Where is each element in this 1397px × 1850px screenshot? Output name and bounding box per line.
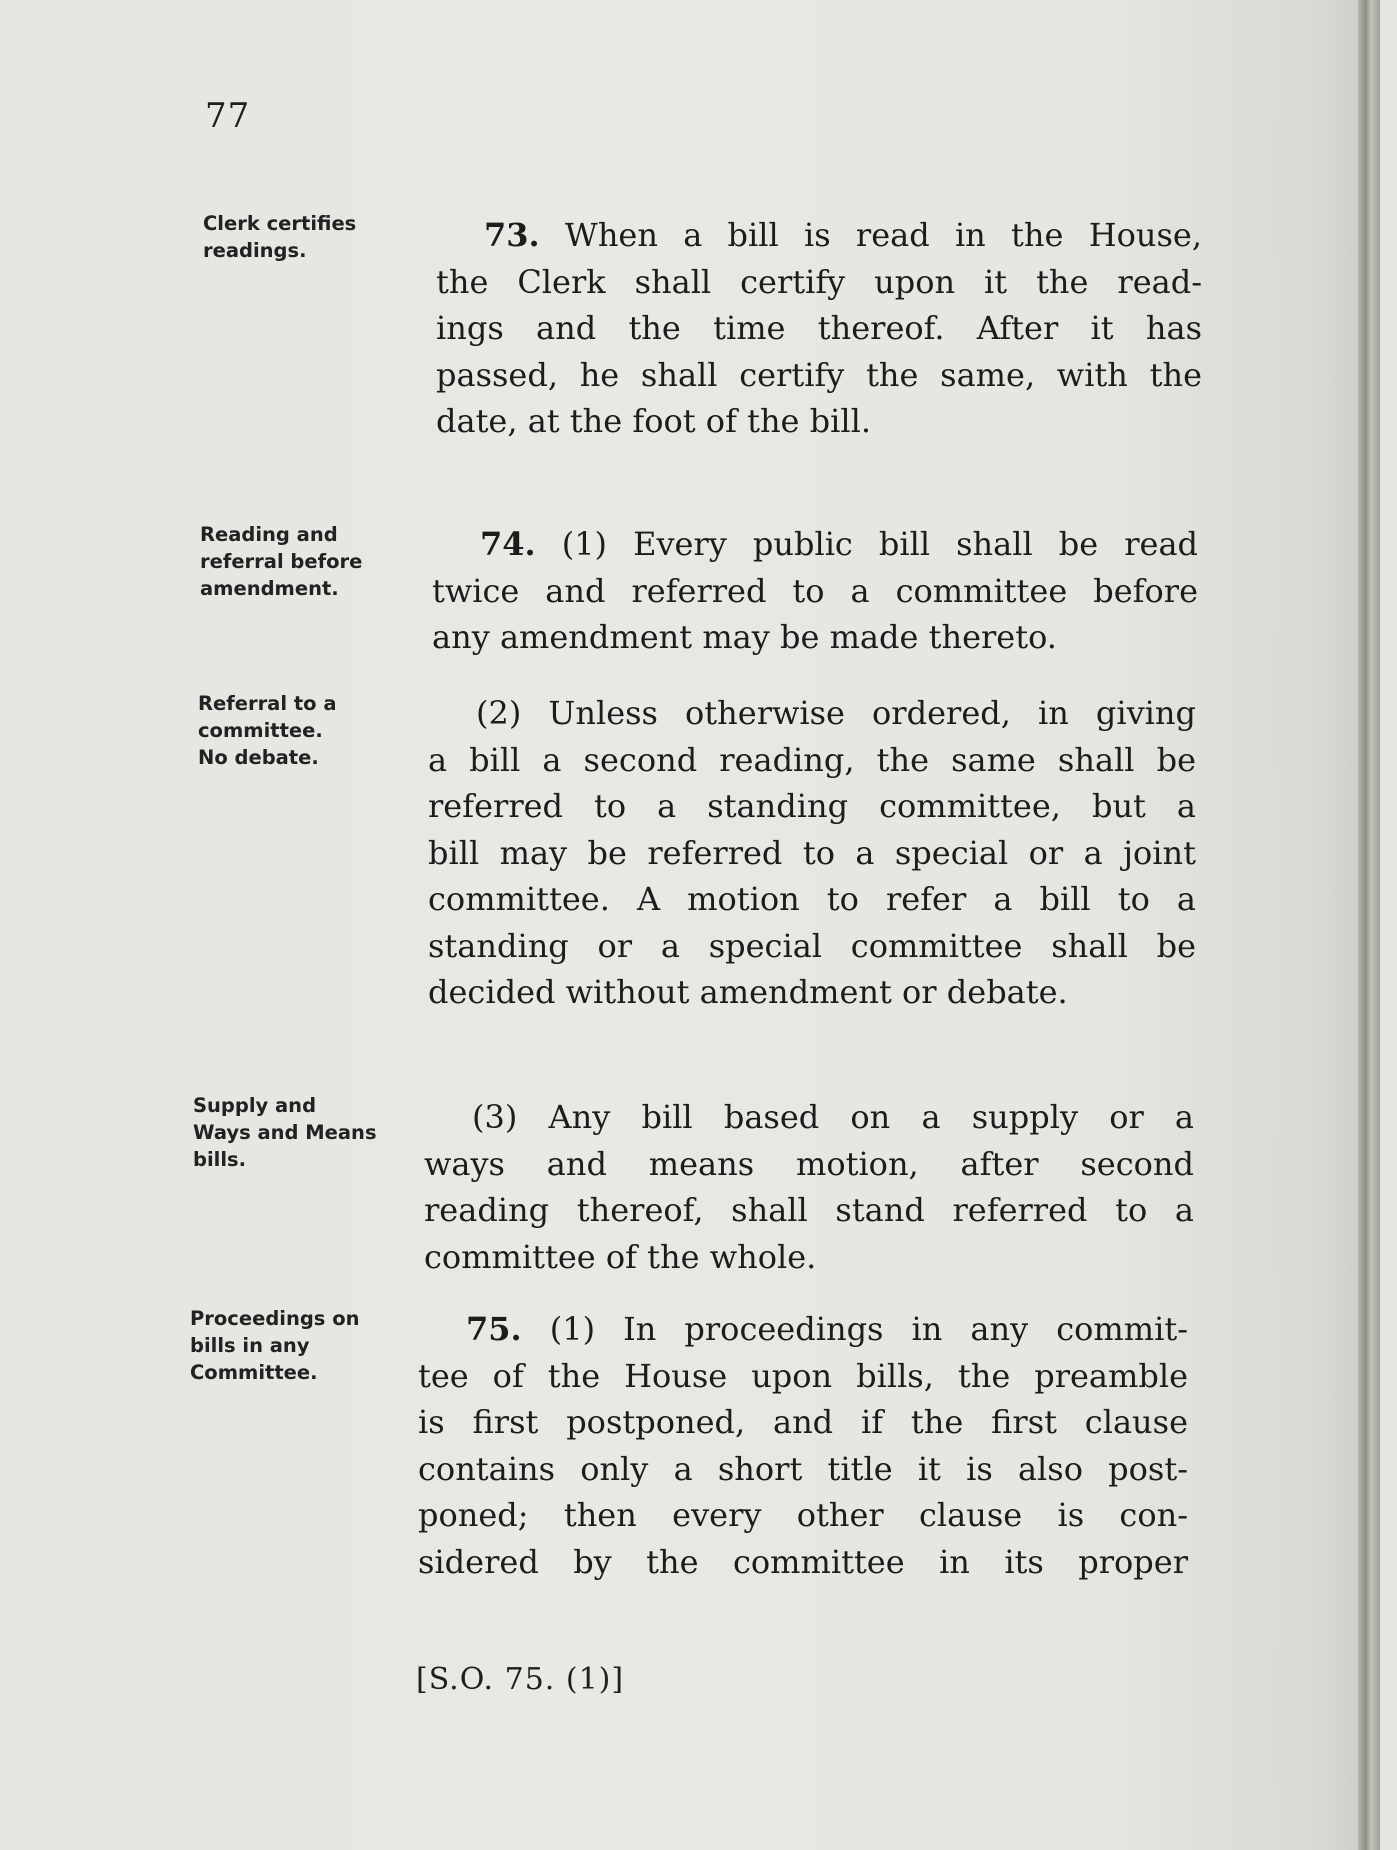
- paragraph-line-text: (1) Every public bill shall be read: [535, 525, 1198, 563]
- paragraph-line: contains only a short title it is also post-: [418, 1449, 1188, 1488]
- paragraph-line: [418, 1306, 1188, 1353]
- margin-note-line: bills.: [193, 1148, 247, 1171]
- margin-note-line: Clerk certifies: [203, 212, 357, 235]
- paragraph-line: sidered by the committee in its proper: [418, 1542, 1188, 1581]
- margin-note-line: Reading and: [200, 523, 338, 546]
- paragraph-73: [436, 212, 1202, 445]
- margin-note-supply-ways-means: [193, 1092, 393, 1173]
- paragraph-line: the Clerk shall certify upon it the read-: [436, 262, 1202, 301]
- section-number: 73.: [484, 216, 540, 254]
- paragraph-line: date, at the foot of the bill.: [436, 402, 872, 440]
- paragraph-line-text: (1) In proceedings in any commit-: [521, 1310, 1188, 1348]
- paragraph-line: bill may be referred to a special or a joint: [428, 833, 1196, 872]
- margin-note-clerk-certifies: [203, 210, 403, 264]
- paragraph-line: (2) Unless otherwise ordered, in giving: [476, 694, 1196, 732]
- margin-note-line: Proceedings on: [190, 1307, 360, 1330]
- margin-note-line: referral before: [200, 550, 363, 573]
- section-number: 74.: [480, 525, 536, 563]
- paragraph-line: ways and means motion, after second: [424, 1144, 1194, 1183]
- paragraph-line: decided without amendment or debate.: [428, 973, 1068, 1011]
- paragraph-line: [432, 521, 1198, 568]
- paragraph-line: poned; then every other clause is con-: [418, 1496, 1188, 1534]
- margin-note-proceedings-committee: [190, 1305, 390, 1386]
- paragraph-line-text: When a bill is read in the House,: [539, 216, 1202, 254]
- paragraph-line: [436, 212, 1202, 259]
- paragraph-75-1: [418, 1306, 1188, 1585]
- paragraph-line: twice and referred to a committee before: [432, 571, 1198, 610]
- margin-note-reading-referral: [200, 521, 400, 602]
- section-number: 75.: [466, 1310, 522, 1348]
- paragraph-line: any amendment may be made thereto.: [432, 618, 1057, 656]
- margin-note-line: Supply and: [193, 1094, 317, 1117]
- margin-note-line: committee.: [198, 719, 323, 742]
- book-spine: [1358, 0, 1380, 1850]
- margin-note-line: No debate.: [198, 746, 319, 769]
- margin-note-line: Ways and Means: [193, 1121, 377, 1144]
- margin-note-line: bills in any: [190, 1334, 310, 1357]
- margin-note-line: Referral to a: [198, 692, 337, 715]
- paragraph-line: committee. A motion to refer a bill to a: [428, 880, 1196, 918]
- margin-note-line: readings.: [203, 239, 307, 262]
- paragraph-line: is first postponed, and if the first clause: [418, 1403, 1188, 1441]
- paragraph-74-2: [428, 690, 1196, 1016]
- paragraph-line: a bill a second reading, the same shall be: [428, 740, 1196, 779]
- paragraph-line: (3) Any bill based on a supply or a: [472, 1098, 1194, 1136]
- paragraph-74-3: [424, 1094, 1194, 1280]
- paragraph-line: ings and the time thereof. After it has: [436, 309, 1202, 347]
- paragraph-line: passed, he shall certify the same, with the: [436, 355, 1202, 394]
- margin-note-line: amendment.: [200, 577, 339, 600]
- paragraph-74-1: [432, 521, 1198, 661]
- margin-note-line: Committee.: [190, 1361, 318, 1384]
- margin-note-referral-committee: [198, 690, 398, 771]
- paragraph-line: tee of the House upon bills, the preamble: [418, 1356, 1188, 1395]
- page-number: 77: [205, 96, 251, 136]
- paragraph-line: reading thereof, shall stand referred to a: [424, 1191, 1194, 1229]
- page-footer-reference: [S.O. 75. (1)]: [416, 1662, 625, 1697]
- paragraph-line: standing or a special committee shall be: [428, 926, 1196, 965]
- paragraph-line: referred to a standing committee, but a: [428, 787, 1196, 825]
- paragraph-line: committee of the whole.: [424, 1237, 817, 1276]
